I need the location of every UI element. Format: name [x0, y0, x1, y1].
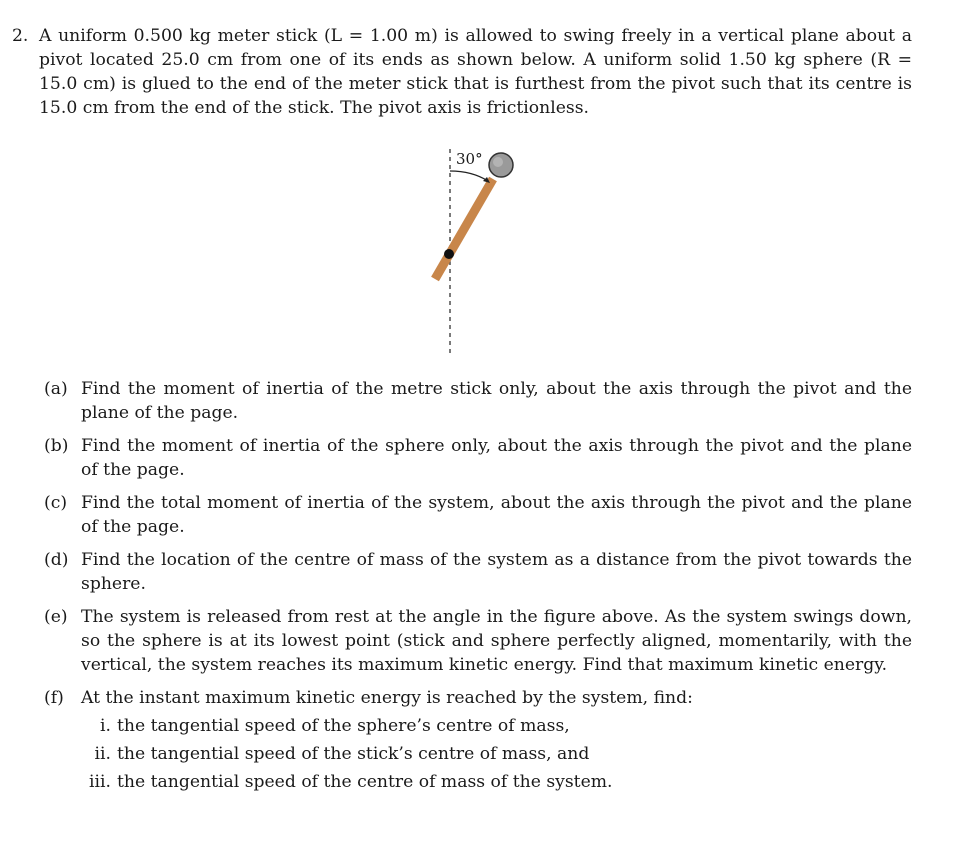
part-label: (a) — [44, 379, 68, 399]
problem-statement — [12, 24, 912, 120]
subpart-iii — [81, 770, 912, 798]
angle-arc — [450, 171, 488, 181]
part-text: Find the total moment of inertia of the system, about the axis through the pivot and the plane of the page. — [81, 493, 912, 537]
part-label: (b) — [44, 436, 69, 456]
part-label: (c) — [44, 493, 68, 513]
part-label: (f) — [44, 688, 64, 708]
part-text: The system is released from rest at the angle in the figure above. As the system swings down, so the sphere is at its lowest point (stick and sphere perfectly aligned, momentarily, with the vertical, the system reaches its maximum kinetic energy. Find that maximum kinetic energy. — [81, 607, 912, 675]
problem-number: 2. — [12, 26, 29, 46]
problem-text: A uniform 0.500 kg meter stick (L = 1.00 m) is allowed to swing freely in a vertical plane about a pivot located 25.0 cm from one of its ends as shown below. A uniform solid 1.50 kg sphere (R = 15.0 cm) is glued to the end of the meter stick that is furthest from the pivot such that its centre is 15.0 cm from the end of the stick. The pivot axis is frictionless. — [39, 26, 912, 118]
part-c — [44, 491, 912, 539]
subpart-ii — [81, 742, 912, 770]
part-label: (d) — [44, 550, 69, 570]
subpart-text: the tangential speed of the centre of mass of the system. — [117, 772, 613, 792]
part-a — [44, 377, 912, 425]
part-text: Find the location of the centre of mass of the system as a distance from the pivot towards the sphere. — [81, 550, 912, 594]
subpart-text: the tangential speed of the sphere’s centre of mass, — [117, 716, 570, 736]
part-b — [44, 434, 912, 482]
subpart-label: iii. — [89, 772, 111, 792]
pendulum-figure — [420, 145, 540, 360]
part-text: Find the moment of inertia of the sphere only, about the axis through the pivot and the plane of the page. — [81, 436, 912, 480]
part-text: At the instant maximum kinetic energy is reached by the system, find: — [81, 688, 693, 708]
subpart-text: the tangential speed of the stick’s centre of mass, and — [117, 744, 590, 764]
meter-stick — [435, 179, 493, 279]
subpart-label: ii. — [94, 744, 111, 764]
subpart-label: i. — [100, 716, 111, 736]
subpart-list — [81, 714, 912, 798]
question-parts — [44, 377, 912, 798]
subpart-i — [81, 714, 912, 742]
part-label: (e) — [44, 607, 68, 627]
part-f — [44, 686, 912, 798]
pendulum-diagram — [420, 145, 540, 360]
part-d — [44, 548, 912, 596]
part-e — [44, 605, 912, 677]
pivot-point — [444, 249, 454, 259]
angle-label: 30° — [456, 150, 483, 168]
sphere-highlight — [493, 157, 503, 167]
part-text: Find the moment of inertia of the metre stick only, about the axis through the pivot and the plane of the page. — [81, 379, 912, 423]
